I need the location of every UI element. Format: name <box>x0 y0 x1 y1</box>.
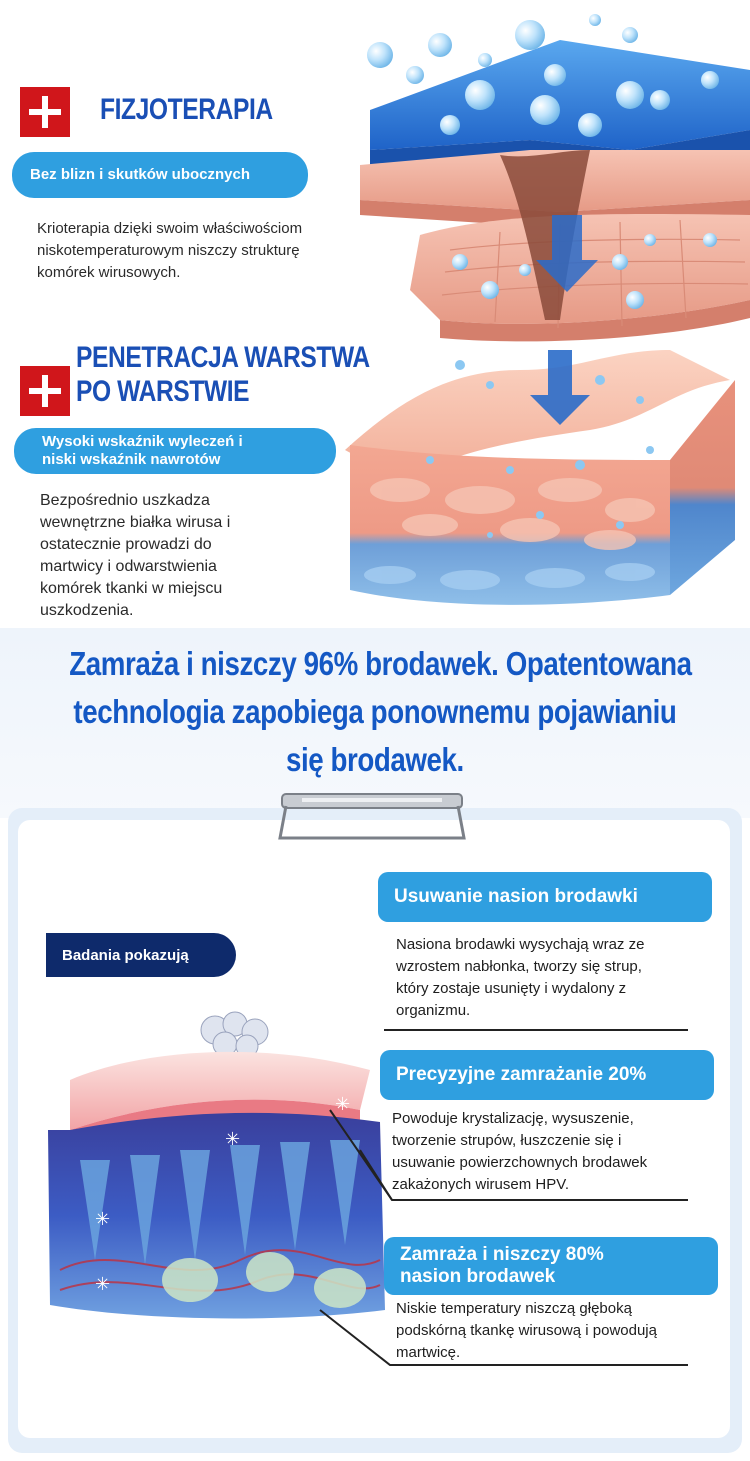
text-line: wewnętrzne białka wirusa i <box>40 514 231 531</box>
clipboard-clip-icon <box>272 790 472 842</box>
text-line: Bezpośrednio uszkadza <box>40 492 210 509</box>
text-line: wzrostem nabłonka, tworzy się strup, <box>396 958 642 975</box>
headline-line: technologia zapobiega ponownemu pojawianiu <box>73 693 677 730</box>
text-line: Niskie temperatury niszczą głęboką <box>396 1300 632 1317</box>
text-line: usuwanie powierzchownych brodawek <box>392 1154 648 1171</box>
red-cross-icon <box>20 366 70 416</box>
info-title-removing-seeds: Usuwanie nasion brodawki <box>378 872 712 922</box>
info-text-removing-seeds <box>396 934 716 1022</box>
title-line: nasion brodawek <box>400 1266 556 1287</box>
benefit-pill-high-cure-rate <box>14 428 336 474</box>
red-cross-icon <box>20 87 70 137</box>
text-line: komórek tkanki w miejscu <box>40 580 223 597</box>
svg-text:✳: ✳ <box>225 1129 241 1150</box>
text-line: niskotemperaturowym niszczy strukturę <box>37 242 300 259</box>
headline-line: Zamraża i niszczy 96% brodawek. Opatentowana <box>69 645 692 682</box>
info-text-freeze-destroy <box>396 1298 726 1364</box>
text-line: tworzenie strupów, łuszczenie się i <box>392 1132 622 1149</box>
svg-text:✳: ✳ <box>335 1094 351 1115</box>
benefit-pill-no-scars: Bez blizn i skutków ubocznych <box>12 152 308 198</box>
text-line: martwicy i odwarstwienia <box>40 558 217 575</box>
studies-show-badge: Badania pokazują <box>46 933 236 977</box>
text-line: Krioterapia dzięki swoim właściwościom <box>37 220 303 237</box>
section-title-penetration-line2: PO WARSTWIE <box>76 375 250 408</box>
text-line: Powoduje krystalizację, wysuszenie, <box>392 1110 634 1127</box>
pill-line: Wysoki wskaźnik wyleczeń i <box>42 433 243 450</box>
text-line: podskórną tkankę wirusową i powodują <box>396 1322 657 1339</box>
tissue-block-illustration <box>340 340 740 628</box>
text-line: Nasiona brodawki wysychają wraz ze <box>396 936 645 953</box>
text-line: zakażonych wirusem HPV. <box>392 1176 570 1193</box>
info-title-freeze-destroy <box>384 1237 718 1295</box>
headline <box>10 640 740 784</box>
text-line: uszkodzenia. <box>40 602 134 619</box>
svg-text:✳: ✳ <box>95 1274 111 1295</box>
skin-cross-section-illustration <box>40 1010 390 1330</box>
text-line: który zostaje usunięty i wydalony z <box>396 980 627 997</box>
pill-line: niski wskaźnik nawrotów <box>42 451 221 468</box>
headline-line: się brodawek. <box>286 741 464 778</box>
section-title-penetration-line1: PENETRACJA WARSTWA <box>76 341 370 374</box>
skin-layers-illustration-top <box>330 0 750 345</box>
divider <box>384 1029 688 1031</box>
text-line: organizmu. <box>396 1002 471 1019</box>
text-line: martwicę. <box>396 1344 461 1361</box>
text-line: komórek wirusowych. <box>37 264 181 281</box>
text-line: ostatecznie prowadzi do <box>40 536 212 553</box>
title-line: Zamraża i niszczy 80% <box>400 1244 604 1265</box>
section2-description <box>40 490 330 622</box>
info-title-precise-freezing: Precyzyjne zamrażanie 20% <box>380 1050 714 1100</box>
svg-text:✳: ✳ <box>95 1209 111 1230</box>
section1-description <box>37 218 367 284</box>
section-title-physiotherapy: FIZJOTERAPIA <box>100 93 273 126</box>
info-text-precise-freezing <box>392 1108 712 1196</box>
